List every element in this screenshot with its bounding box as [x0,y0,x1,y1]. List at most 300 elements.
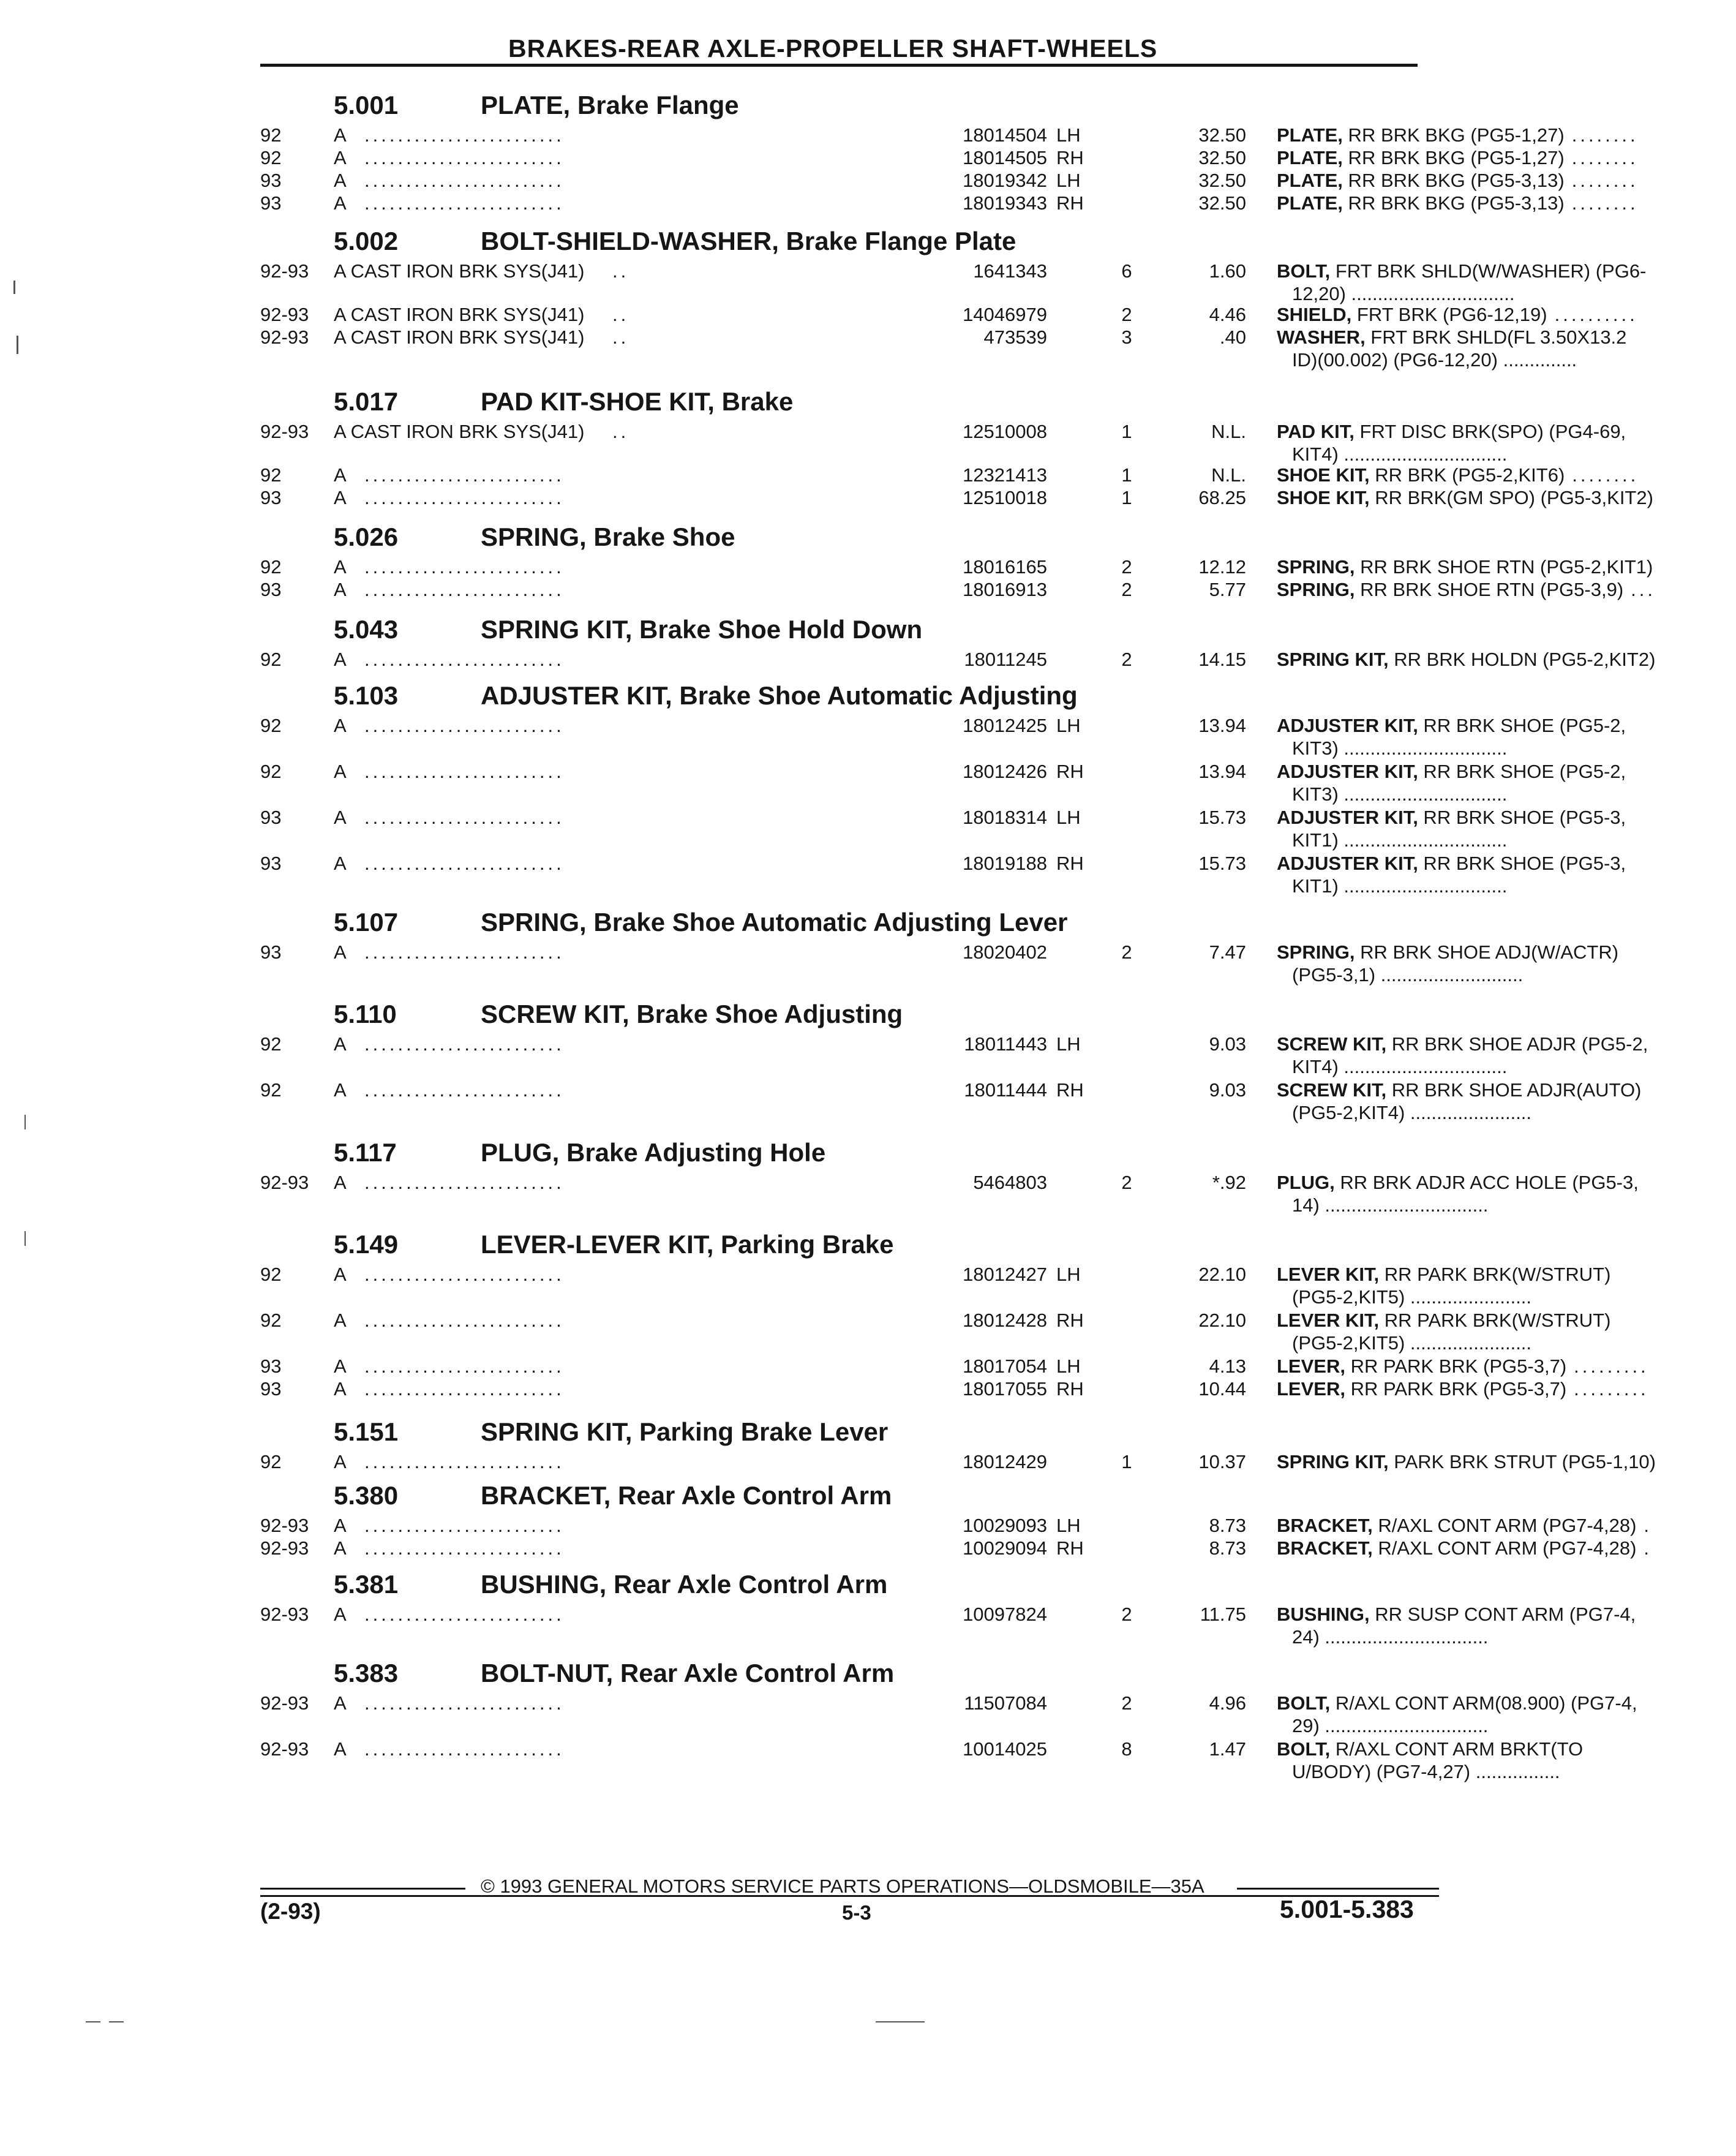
leader-dots: ........................ [364,579,565,600]
quantity: 3 [1121,326,1132,348]
leader-dots: .. [612,260,629,282]
description-leader: ........ [1571,124,1639,146]
description-continuation: U/BODY) (PG7-4,27) ................ [1292,1761,1560,1782]
scan-mark [876,2021,925,2022]
quantity: 8 [1121,1738,1132,1760]
description-text: RR PARK BRK (PG5-3,7) [1345,1378,1567,1400]
model-year: 92 [260,1079,282,1101]
price: 32.50 [1198,192,1246,214]
description [1277,941,1736,986]
description-continuation: KIT4) ............................... [1292,1056,1508,1077]
model-year: 93 [260,170,282,191]
part-number: 12510008 [963,421,1047,442]
quantity: 1 [1121,464,1132,486]
model-year: 92-93 [260,1604,309,1625]
section-title: SPRING, Brake Shoe [481,522,735,551]
description-continuation: 24) ............................... [1292,1626,1489,1648]
section-title: BOLT-NUT, Rear Axle Control Arm [481,1659,895,1687]
section-heading [260,676,1460,713]
description-leader: ... [1631,579,1656,600]
part-number: 10097824 [963,1604,1047,1625]
model-year: 93 [260,941,282,963]
part-number: 18016165 [963,556,1047,578]
application: A [334,464,347,486]
description [1277,714,1736,760]
leader-dots: ........................ [364,124,565,146]
section-5-103 [260,676,1626,897]
model-year: 92 [260,556,282,578]
section-title: ADJUSTER KIT, Brake Shoe Automatic Adjusting [481,681,1078,710]
side-code: LH [1056,1264,1081,1285]
side-code: RH [1056,1079,1084,1101]
description [1277,806,1736,851]
leader-dots: ........................ [364,853,565,874]
description-keyword: BUSHING, [1277,1604,1370,1625]
description-continuation: KIT1) ............................... [1292,829,1508,851]
model-year: 93 [260,853,282,874]
scan-mark [13,281,15,294]
part-number: 473539 [983,326,1047,348]
description [1277,1263,1736,1308]
part-row [260,326,1627,371]
description-text: FRT BRK (PG6-12,19) [1351,304,1547,325]
scan-mark [24,1231,26,1246]
application: A [334,649,347,670]
model-year: 92 [260,1033,282,1055]
description-keyword: SPRING, [1277,556,1355,578]
model-year: 92 [260,761,282,782]
part-row [260,852,1626,897]
leader-dots: ........................ [364,649,565,670]
price: 9.03 [1209,1079,1246,1101]
part-number: 14046979 [963,304,1047,325]
part-number: 18019188 [963,853,1047,874]
leader-dots: ........................ [364,1264,565,1285]
section-code: 5.381 [334,1570,399,1599]
section-5-381 [260,1565,1636,1648]
side-code: RH [1056,192,1084,214]
description-leader: ........ [1572,464,1639,486]
description [1277,326,1736,371]
model-year: 93 [260,192,282,214]
footer-rule-left [260,1888,465,1890]
price: 8.73 [1209,1515,1246,1536]
part-row [260,420,1626,466]
model-year: 92 [260,147,282,168]
part-number: 11507084 [964,1692,1047,1714]
section-code: 5.380 [334,1481,399,1510]
description [1277,1033,1736,1078]
section-code: 5.117 [334,1138,397,1167]
description-keyword: LEVER, [1277,1378,1345,1400]
application: A [334,1451,347,1472]
description-continuation: 29) ............................... [1292,1715,1489,1736]
price: 22.10 [1198,1310,1246,1331]
description-continuation: (PG5-2,KIT4) ....................... [1292,1102,1532,1123]
description-keyword: PLATE, [1277,147,1343,168]
section-heading [260,382,1460,419]
description-leader: . [1644,1515,1653,1536]
application: A [334,941,347,963]
description-text: RR BRK(GM SPO) (PG5-3,KIT2) [1369,487,1653,508]
description-continuation: (PG5-2,KIT5) ....................... [1292,1332,1532,1354]
price: 32.50 [1198,170,1246,191]
leader-dots: ........................ [364,170,565,191]
description-leader: . [1644,1537,1653,1559]
section-heading [260,1412,1460,1449]
section-title: PLUG, Brake Adjusting Hole [481,1138,826,1167]
description [1277,420,1736,466]
date-code: (2-93) [260,1899,321,1924]
description [1277,578,1736,601]
description-text: RR SUSP CONT ARM (PG7-4, [1369,1604,1636,1625]
part-number: 18017055 [963,1378,1047,1400]
side-code: RH [1056,761,1084,782]
section-code: 5.383 [334,1659,399,1687]
quantity: 2 [1121,1172,1132,1193]
application: A [334,715,347,736]
part-number: 18011245 [964,649,1047,670]
model-year: 92-93 [260,421,309,442]
description-keyword: ADJUSTER KIT, [1277,807,1418,828]
description-text: RR BRK BKG (PG5-3,13) [1342,192,1565,214]
description [1277,1450,1736,1473]
leader-dots: ........................ [364,1378,565,1400]
description-keyword: PLUG, [1277,1172,1335,1193]
description-text: RR BRK BKG (PG5-1,27) [1342,124,1565,146]
description [1277,124,1736,146]
leader-dots: ........................ [364,1355,565,1377]
application: A [334,807,347,828]
section-code: 5.149 [334,1230,399,1259]
application: A [334,1033,347,1055]
part-number: 12510018 [963,487,1047,508]
leader-dots: ........................ [364,556,565,578]
page-number: 5-3 [842,1901,871,1924]
section-title: BUSHING, Rear Axle Control Arm [481,1570,888,1599]
part-number: 18012426 [963,761,1047,782]
description-leader: ........ [1571,192,1639,214]
quantity: 2 [1121,1604,1132,1625]
price: 8.73 [1209,1537,1246,1559]
description-keyword: SPRING, [1277,579,1355,600]
description-text: FRT BRK SHLD(FL 3.50X13.2 [1365,326,1627,348]
description-keyword: BRACKET, [1277,1537,1373,1559]
price: 4.13 [1209,1355,1246,1377]
leader-dots: ........................ [364,1692,565,1714]
quantity: 6 [1121,260,1132,282]
description-keyword: PLATE, [1277,124,1343,146]
leader-dots: ........................ [364,1033,565,1055]
leader-dots: ........................ [364,147,565,168]
description-keyword: SHOE KIT, [1277,487,1370,508]
section-5-117 [260,1133,1639,1216]
model-year: 92-93 [260,1537,309,1559]
description [1277,303,1736,326]
price: 32.50 [1198,124,1246,146]
section-code: 5.001 [334,91,399,119]
price: 10.37 [1198,1451,1246,1472]
description-keyword: BOLT, [1277,1738,1331,1760]
section-code: 5.026 [334,522,399,551]
application: A CAST IRON BRK SYS(J41) [334,421,585,442]
model-year: 92-93 [260,304,309,325]
description-continuation: KIT3) ............................... [1292,783,1508,805]
description [1277,648,1736,671]
application: A [334,1172,347,1193]
leader-dots: ........................ [364,192,565,214]
description-text: RR BRK BKG (PG5-1,27) [1342,147,1565,168]
section-5-383 [260,1654,1637,1782]
price: 14.15 [1198,649,1246,670]
section-5-002 [260,222,1647,371]
part-number: 18020402 [963,941,1047,963]
scan-mark [24,1115,26,1129]
description-keyword: SPRING KIT, [1277,649,1389,670]
part-row [260,1171,1639,1216]
price: 11.75 [1200,1604,1246,1625]
side-code: RH [1056,1537,1084,1559]
part-row [260,760,1626,805]
description-keyword: PAD KIT, [1277,421,1355,442]
price: .40 [1219,326,1246,348]
section-heading [260,518,1460,554]
description-text: RR BRK SHOE ADJR (PG5-2, [1386,1033,1648,1055]
description-keyword: BOLT, [1277,1692,1331,1714]
price: *.92 [1212,1172,1246,1193]
description-keyword: PLATE, [1277,192,1343,214]
part-row [260,714,1626,760]
application: A [334,1692,347,1714]
section-5-017 [260,382,1653,508]
part-number: 18014505 [963,147,1047,168]
part-number: 18011444 [964,1079,1047,1101]
description [1277,1079,1736,1124]
part-number: 18019343 [963,192,1047,214]
side-code: LH [1056,807,1081,828]
description [1277,1603,1736,1648]
description-text: RR BRK BKG (PG5-3,13) [1342,170,1565,191]
application: A [334,147,347,168]
model-year: 92 [260,1451,282,1472]
price: 7.47 [1209,941,1246,963]
side-code: RH [1056,1310,1084,1331]
model-year: 92-93 [260,260,309,282]
description-text: RR BRK ADJR ACC HOLE (PG5-3, [1334,1172,1639,1193]
part-row [260,260,1647,305]
leader-dots: ........................ [364,1079,565,1101]
description-text: FRT BRK SHLD(W/WASHER) (PG6- [1330,260,1647,282]
description [1277,556,1736,578]
description [1277,1355,1736,1378]
description-keyword: PLATE, [1277,170,1343,191]
part-number: 12321413 [963,464,1047,486]
model-year: 92-93 [260,326,309,348]
part-row [260,941,1619,986]
price: 4.96 [1209,1692,1246,1714]
leader-dots: ........................ [364,1738,565,1760]
description-continuation: (PG5-3,1) ........................... [1292,964,1524,986]
section-title: SPRING KIT, Brake Shoe Hold Down [481,615,923,644]
part-number: 18012427 [963,1264,1047,1285]
application: A [334,170,347,191]
description-text: R/AXL CONT ARM (PG7-4,28) [1372,1515,1637,1536]
section-code: 5.107 [334,908,399,937]
section-5-149 [260,1225,1649,1400]
section-heading [260,1654,1460,1691]
description-text: R/AXL CONT ARM(08.900) (PG7-4, [1330,1692,1637,1714]
part-number: 18012425 [963,715,1047,736]
quantity: 2 [1121,556,1132,578]
quantity: 1 [1121,421,1132,442]
description [1277,760,1736,805]
section-heading [260,86,1460,123]
section-title: SCREW KIT, Brake Shoe Adjusting [481,1000,903,1028]
leader-dots: ........................ [364,487,565,508]
scan-mark [86,2021,100,2022]
price: 13.94 [1198,715,1246,736]
description-keyword: ADJUSTER KIT, [1277,853,1418,874]
section-5-107 [260,903,1619,986]
model-year: 93 [260,1355,282,1377]
section-heading [260,610,1460,647]
part-number: 18012428 [963,1310,1047,1331]
copyright-notice: © 1993 GENERAL MOTORS SERVICE PARTS OPERATIONS—OLDSMOBILE—35A [481,1875,1204,1897]
side-code: RH [1056,147,1084,168]
model-year: 92 [260,1310,282,1331]
model-year: 93 [260,807,282,828]
description-text: RR BRK SHOE (PG5-3, [1418,853,1626,874]
description-keyword: BOLT, [1277,260,1331,282]
part-number: 10029093 [963,1515,1047,1536]
description-keyword: LEVER KIT, [1277,1264,1380,1285]
part-number: 18014504 [963,124,1047,146]
description-keyword: SCREW KIT, [1277,1079,1387,1101]
section-5-110 [260,995,1648,1123]
section-title: PAD KIT-SHOE KIT, Brake [481,387,794,416]
application: A [334,1378,347,1400]
application: A [334,1079,347,1101]
leader-dots: ........................ [364,1537,565,1559]
section-title: SPRING KIT, Parking Brake Lever [481,1417,889,1446]
part-number: 18017054 [963,1355,1047,1377]
model-year: 92 [260,649,282,670]
section-title: PLATE, Brake Flange [481,91,739,119]
application: A CAST IRON BRK SYS(J41) [334,260,585,282]
description-text: RR PARK BRK (PG5-3,7) [1345,1355,1567,1377]
part-number: 1641343 [973,260,1047,282]
part-row [260,1309,1611,1354]
section-range: 5.001-5.383 [1280,1895,1414,1923]
part-number: 18018314 [963,807,1047,828]
description-keyword: SCREW KIT, [1277,1033,1387,1055]
description-keyword: ADJUSTER KIT, [1277,715,1418,736]
price: 9.03 [1209,1033,1246,1055]
side-code: LH [1056,124,1081,146]
scan-mark [109,2021,124,2022]
description-continuation: KIT1) ............................... [1292,875,1508,897]
section-code: 5.151 [334,1417,399,1446]
description-continuation: 12,20) ............................... [1292,283,1515,304]
price: N.L. [1211,464,1246,486]
model-year: 92 [260,464,282,486]
description [1277,1171,1736,1216]
quantity: 2 [1121,1692,1132,1714]
footer-rule-right [1237,1888,1439,1890]
application: A [334,487,347,508]
description-text: PARK BRK STRUT (PG5-1,10) [1388,1451,1656,1472]
description [1277,1692,1736,1737]
description-leader: ........ [1571,170,1639,191]
section-code: 5.043 [334,615,399,644]
part-row [260,1263,1611,1308]
description-text: RR BRK SHOE (PG5-3, [1418,807,1626,828]
description [1277,169,1736,192]
price: 12.12 [1198,556,1246,578]
side-code: LH [1056,1355,1081,1377]
price: 13.94 [1198,761,1246,782]
leader-dots: ........................ [364,1515,565,1536]
leader-dots: ........................ [364,761,565,782]
section-title: LEVER-LEVER KIT, Parking Brake [481,1230,894,1259]
section-title: BRACKET, Rear Axle Control Arm [481,1481,892,1510]
model-year: 92 [260,124,282,146]
description-text: RR BRK SHOE ADJ(W/ACTR) [1355,941,1619,963]
section-title: SPRING, Brake Shoe Automatic Adjusting Lever [481,908,1068,937]
price: 68.25 [1198,487,1246,508]
application: A [334,1515,347,1536]
application: A [334,124,347,146]
section-heading [260,222,1460,258]
section-heading [260,1476,1460,1513]
price: 5.77 [1209,579,1246,600]
leader-dots: ........................ [364,1604,565,1625]
part-number: 10014025 [963,1738,1047,1760]
section-code: 5.017 [334,387,399,416]
section-code: 5.103 [334,681,399,710]
description [1277,464,1736,486]
section-heading [260,1565,1460,1602]
description-continuation: 14) ............................... [1292,1194,1489,1216]
description-continuation: KIT4) ............................... [1292,443,1508,465]
application: A [334,761,347,782]
model-year: 92 [260,1264,282,1285]
description-keyword: WASHER, [1277,326,1366,348]
quantity: 2 [1121,304,1132,325]
section-code: 5.110 [334,1000,397,1028]
price: 1.47 [1209,1738,1246,1760]
model-year: 93 [260,579,282,600]
section-5-026 [260,518,1656,600]
section-5-151 [260,1412,1656,1472]
leader-dots: ........................ [364,464,565,486]
model-year: 92 [260,715,282,736]
description [1277,1378,1736,1400]
description-keyword: LEVER, [1277,1355,1345,1377]
section-title: BOLT-SHIELD-WASHER, Brake Flange Plate [481,227,1016,255]
application: A [334,1604,347,1625]
part-row [260,1033,1648,1078]
side-code: RH [1056,853,1084,874]
description-keyword: LEVER KIT, [1277,1310,1380,1331]
description-text: RR BRK SHOE RTN (PG5-2,KIT1) [1355,556,1653,578]
leader-dots: ........................ [364,1172,565,1193]
quantity: 1 [1121,487,1132,508]
price: 4.46 [1209,304,1246,325]
application: A [334,853,347,874]
quantity: 2 [1121,941,1132,963]
quantity: 1 [1121,1451,1132,1472]
